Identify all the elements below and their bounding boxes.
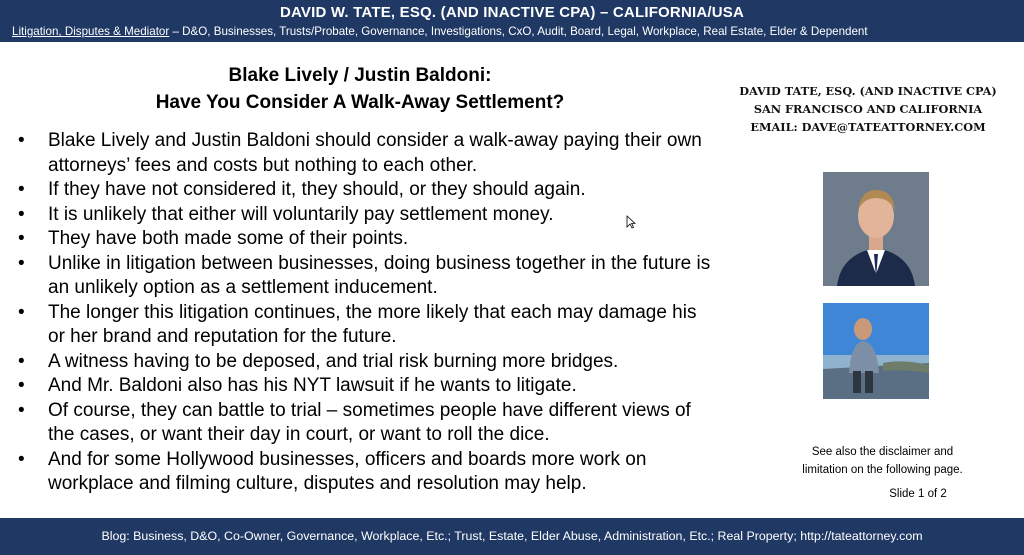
bullet-item <box>18 350 718 375</box>
bullet-text: Of course, they can battle to trial – sometimes people have different views of the cases, or want their day in court, or want to roll the dice. <box>48 399 691 445</box>
mouse-cursor-icon <box>626 215 636 229</box>
banner-practice-areas <box>12 25 1017 38</box>
bullet-dot: • <box>18 399 25 421</box>
bullet-dot: • <box>18 252 25 274</box>
bullet-item <box>18 227 718 252</box>
bullet-item <box>18 178 718 203</box>
blog-footer-text: Blog: Business, D&O, Co-Owner, Governance, Workplace, Etc.; Trust, Estate, Elder Abuse, Administration, Etc.; Real Property; http://tateattorney.com <box>101 529 923 543</box>
slide-title-line-2: Have You Consider A Walk-Away Settlement? <box>155 92 565 113</box>
bullet-dot: • <box>18 301 25 323</box>
bullet-text: And for some Hollywood businesses, officers and boards more work on workplace and filming culture, disputes and resolution may help. <box>48 448 647 494</box>
bullet-item <box>18 374 718 399</box>
bullet-item <box>18 301 718 350</box>
disclaimer-line-2: limitation on the following page. <box>802 464 963 476</box>
bullet-text: The longer this litigation continues, the more likely that each may damage his or her brand and reputation for the future. <box>48 301 697 347</box>
bullet-item <box>18 252 718 301</box>
banner-title: DAVID W. TATE, ESQ. (AND INACTIVE CPA) – CALIFORNIA/USA <box>279 4 745 21</box>
practice-areas-list: – D&O, Businesses, Trusts/Probate, Governance, Investigations, CxO, Audit, Board, Legal, Workplace, Real Estate, Elder & Dependent <box>169 25 868 38</box>
outdoor-illustration <box>823 303 929 399</box>
bullet-text: Unlike in litigation between businesses, doing business together in the future is an unlikely option as a settlement inducement. <box>48 252 711 298</box>
bullet-dot: • <box>18 448 25 470</box>
bullet-dot: • <box>18 203 25 225</box>
contact-name: DAVID TATE, ESQ. (AND INACTIVE CPA) <box>739 84 997 98</box>
disclaimer-note <box>770 443 995 479</box>
bullet-list <box>18 129 718 497</box>
bullet-text: If they have not considered it, they should, or they should again. <box>48 179 586 200</box>
bullet-item <box>18 448 718 497</box>
bullet-text: Blake Lively and Justin Baldoni should consider a walk-away paying their own attorneys’ fees and costs but nothing to each other. <box>48 130 702 176</box>
bullet-dot: • <box>18 228 25 249</box>
bullet-text: They have both made some of their points. <box>48 228 409 249</box>
outdoor-photo <box>823 303 929 399</box>
bullet-text: And Mr. Baldoni also has his NYT lawsuit if he wants to litigate. <box>48 375 577 396</box>
bullet-dot: • <box>18 179 25 200</box>
bullet-text: A witness having to be deposed, and trial risk burning more bridges. <box>48 350 619 372</box>
bullet-item <box>18 203 718 228</box>
contact-location: SAN FRANCISCO AND CALIFORNIA <box>753 102 983 116</box>
headshot-photo <box>823 172 929 286</box>
top-banner <box>0 0 1024 42</box>
bullet-dot: • <box>18 375 25 396</box>
bullet-item <box>18 129 718 178</box>
bullet-text: It is unlikely that either will voluntarily pay settlement money. <box>48 203 554 225</box>
headshot-illustration <box>823 172 929 286</box>
practice-areas-underlined: Litigation, Disputes & Mediator <box>12 25 170 38</box>
bullet-dot: • <box>18 350 25 372</box>
slide-title <box>60 62 660 116</box>
bullet-dot: • <box>18 130 25 151</box>
bullet-item <box>18 399 718 448</box>
contact-block <box>718 82 1018 136</box>
slide-title-line-1: Blake Lively / Justin Baldoni: <box>228 65 492 86</box>
disclaimer-line-1: See also the disclaimer and <box>811 446 954 458</box>
slide-number: Slide 1 of 2 <box>889 488 947 500</box>
contact-email: EMAIL: DAVE@TATEATTORNEY.COM <box>750 120 986 134</box>
bottom-banner <box>0 518 1024 555</box>
